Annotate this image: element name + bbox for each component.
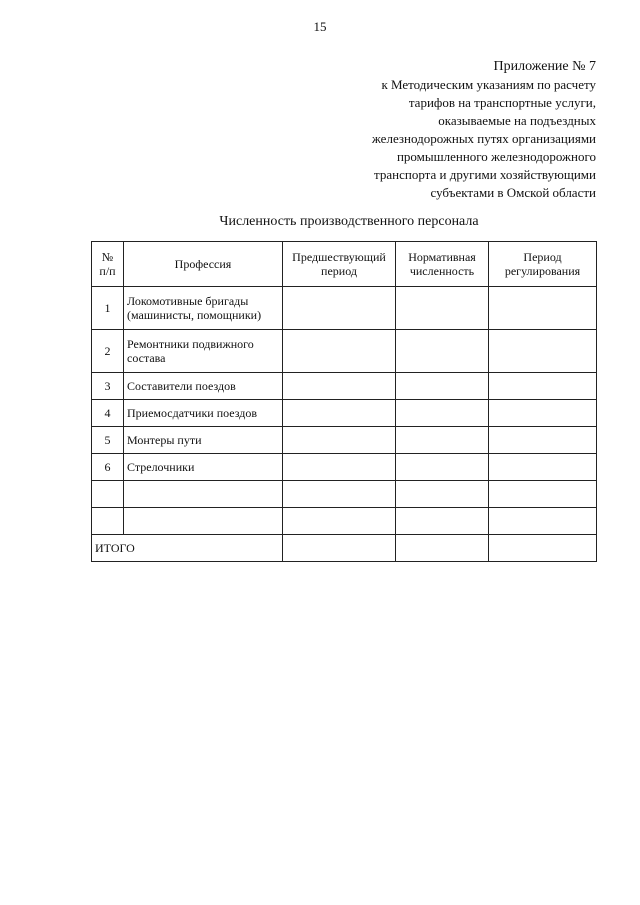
row-number: 3 (92, 373, 124, 400)
table-row (92, 287, 597, 330)
cell-previous[interactable] (283, 454, 396, 481)
profession-line: (машинисты, помощники) (127, 308, 262, 322)
header-normative (396, 242, 489, 287)
row-profession (124, 287, 283, 330)
cell-normative[interactable] (396, 508, 489, 535)
cell-total-normative[interactable] (396, 535, 489, 562)
row-number: 1 (92, 287, 124, 330)
header-profession: Профессия (124, 242, 283, 287)
table-row-empty (92, 481, 597, 508)
cell-normative[interactable] (396, 400, 489, 427)
row-profession: Монтеры пути (124, 427, 283, 454)
header-previous-line: период (321, 264, 357, 278)
table-row (92, 373, 597, 400)
header-previous-period (283, 242, 396, 287)
cell-previous[interactable] (283, 481, 396, 508)
header-num-line: п/п (99, 264, 116, 278)
page-number: 15 (313, 19, 327, 34)
table-row-empty (92, 508, 597, 535)
cell-num-empty[interactable] (92, 481, 124, 508)
row-profession (124, 330, 283, 373)
profession-line: Локомотивные бригады (127, 294, 249, 308)
header-num (92, 242, 124, 287)
cell-previous[interactable] (283, 373, 396, 400)
appendix-line: транспорта и другими хозяйствующими (374, 167, 596, 182)
profession-line: состава (127, 351, 166, 365)
cell-normative[interactable] (396, 287, 489, 330)
cell-normative[interactable] (396, 427, 489, 454)
header-regulation-line: регулирования (504, 264, 581, 278)
header-num-line: № (101, 250, 114, 264)
profession-line: Ремонтники подвижного (127, 337, 254, 351)
row-number: 5 (92, 427, 124, 454)
appendix-line: к Методическим указаниям по расчету (381, 77, 596, 92)
total-label: ИТОГО (92, 535, 283, 562)
cell-normative[interactable] (396, 330, 489, 373)
cell-total-previous[interactable] (283, 535, 396, 562)
appendix-header (296, 58, 596, 202)
cell-profession-empty[interactable] (124, 508, 283, 535)
row-number: 6 (92, 454, 124, 481)
row-profession: Составители поездов (124, 373, 283, 400)
table-header-row (92, 242, 597, 287)
header-previous-line: Предшествующий (292, 250, 386, 264)
cell-normative[interactable] (396, 454, 489, 481)
appendix-line: оказываемые на подъездных (438, 113, 596, 128)
cell-regulation[interactable] (489, 373, 597, 400)
header-normative-line: Нормативная (408, 250, 476, 264)
row-number: 4 (92, 400, 124, 427)
row-number: 2 (92, 330, 124, 373)
table-row (92, 330, 597, 373)
cell-previous[interactable] (283, 400, 396, 427)
row-profession: Приемосдатчики поездов (124, 400, 283, 427)
cell-previous[interactable] (283, 330, 396, 373)
header-regulation-line: Период (523, 250, 562, 264)
appendix-line: железнодорожных путях организациями (371, 131, 596, 146)
table-row (92, 400, 597, 427)
appendix-title: Приложение № 7 (493, 59, 596, 74)
cell-num-empty[interactable] (92, 508, 124, 535)
header-regulation-period (489, 242, 597, 287)
cell-previous[interactable] (283, 508, 396, 535)
header-normative-line: численность (409, 264, 475, 278)
appendix-line: промышленного железнодорожного (396, 149, 596, 164)
cell-regulation[interactable] (489, 427, 597, 454)
cell-previous[interactable] (283, 427, 396, 454)
cell-regulation[interactable] (489, 481, 597, 508)
appendix-line: тарифов на транспортные услуги, (408, 95, 596, 110)
cell-normative[interactable] (396, 373, 489, 400)
cell-regulation[interactable] (489, 454, 597, 481)
appendix-line: субъектами в Омской области (430, 185, 596, 200)
cell-regulation[interactable] (489, 287, 597, 330)
cell-total-regulation[interactable] (489, 535, 597, 562)
cell-regulation[interactable] (489, 508, 597, 535)
cell-regulation[interactable] (489, 400, 597, 427)
cell-profession-empty[interactable] (124, 481, 283, 508)
cell-normative[interactable] (396, 481, 489, 508)
table-title: Численность производственного персонала (219, 214, 479, 229)
cell-regulation[interactable] (489, 330, 597, 373)
table-row (92, 454, 597, 481)
table-total-row (92, 535, 597, 562)
row-profession: Стрелочники (124, 454, 283, 481)
cell-previous[interactable] (283, 287, 396, 330)
table-row (92, 427, 597, 454)
personnel-table (91, 241, 597, 562)
